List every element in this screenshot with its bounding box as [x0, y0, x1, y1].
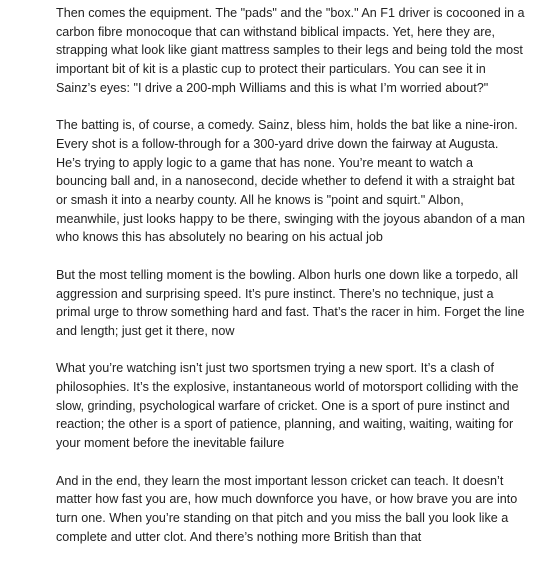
article-body [56, 4, 526, 565]
paragraph-philosophies: What you’re watching isn’t just two sportsmen trying a new sport. It’s a clash of philosophies. It’s the explosive, instantaneous world of motorsport colliding with the slow, grinding, psychological warfare of cricket. One is a sport of pure instinct and reaction; the other is a sport of patience, planning, and waiting, waiting, waiting for your moment before the inevitable failure [56, 361, 519, 451]
paragraph-batting: The batting is, of course, a comedy. Sainz, bless him, holds the bat like a nine-iron. Every shot is a follow-through for a 300-yard drive down the fairway at Augusta. He’s trying to apply logic to a game that has none. You’re meant to watch a bouncing ball and, in a nanosecond, decide whether to defend it with a straight bat or smash it into a nearby county. All he knows is "point and squirt." Albon, meanwhile, just looks happy to be there, swinging with the joyous abandon of a man who knows this has absolutely no bearing on his actual job [56, 118, 526, 245]
paragraph-conclusion: And in the end, they learn the most important lesson cricket can teach. It doesn’t matter how fast you are, how much downforce you have, or how brave you are into turn one. When you’re standing on that pitch and you miss the ball you look like a complete and utter clot. And there’s nothing more British than that [56, 473, 518, 544]
paragraph-equipment: Then comes the equipment. The "pads" and the "box." An F1 driver is cocooned in a carbon fibre monocoque that can withstand biblical impacts. Yet, here they are, strapping what look like giant mattress samples to their legs and being told the most important bit of kit is a plastic cup to protect their particulars. You can see it in Sainz’s eyes: "I drive a 200-mph Williams and this is what I’m worried about?" [56, 6, 525, 95]
paragraph-bowling: But the most telling moment is the bowling. Albon hurls one down like a torpedo, all aggression and surprising speed. It’s pure instinct. There’s no technique, just a primal urge to throw something hard and fast. That’s the racer in him. Forget the line and length; just get it there, now [56, 267, 525, 338]
